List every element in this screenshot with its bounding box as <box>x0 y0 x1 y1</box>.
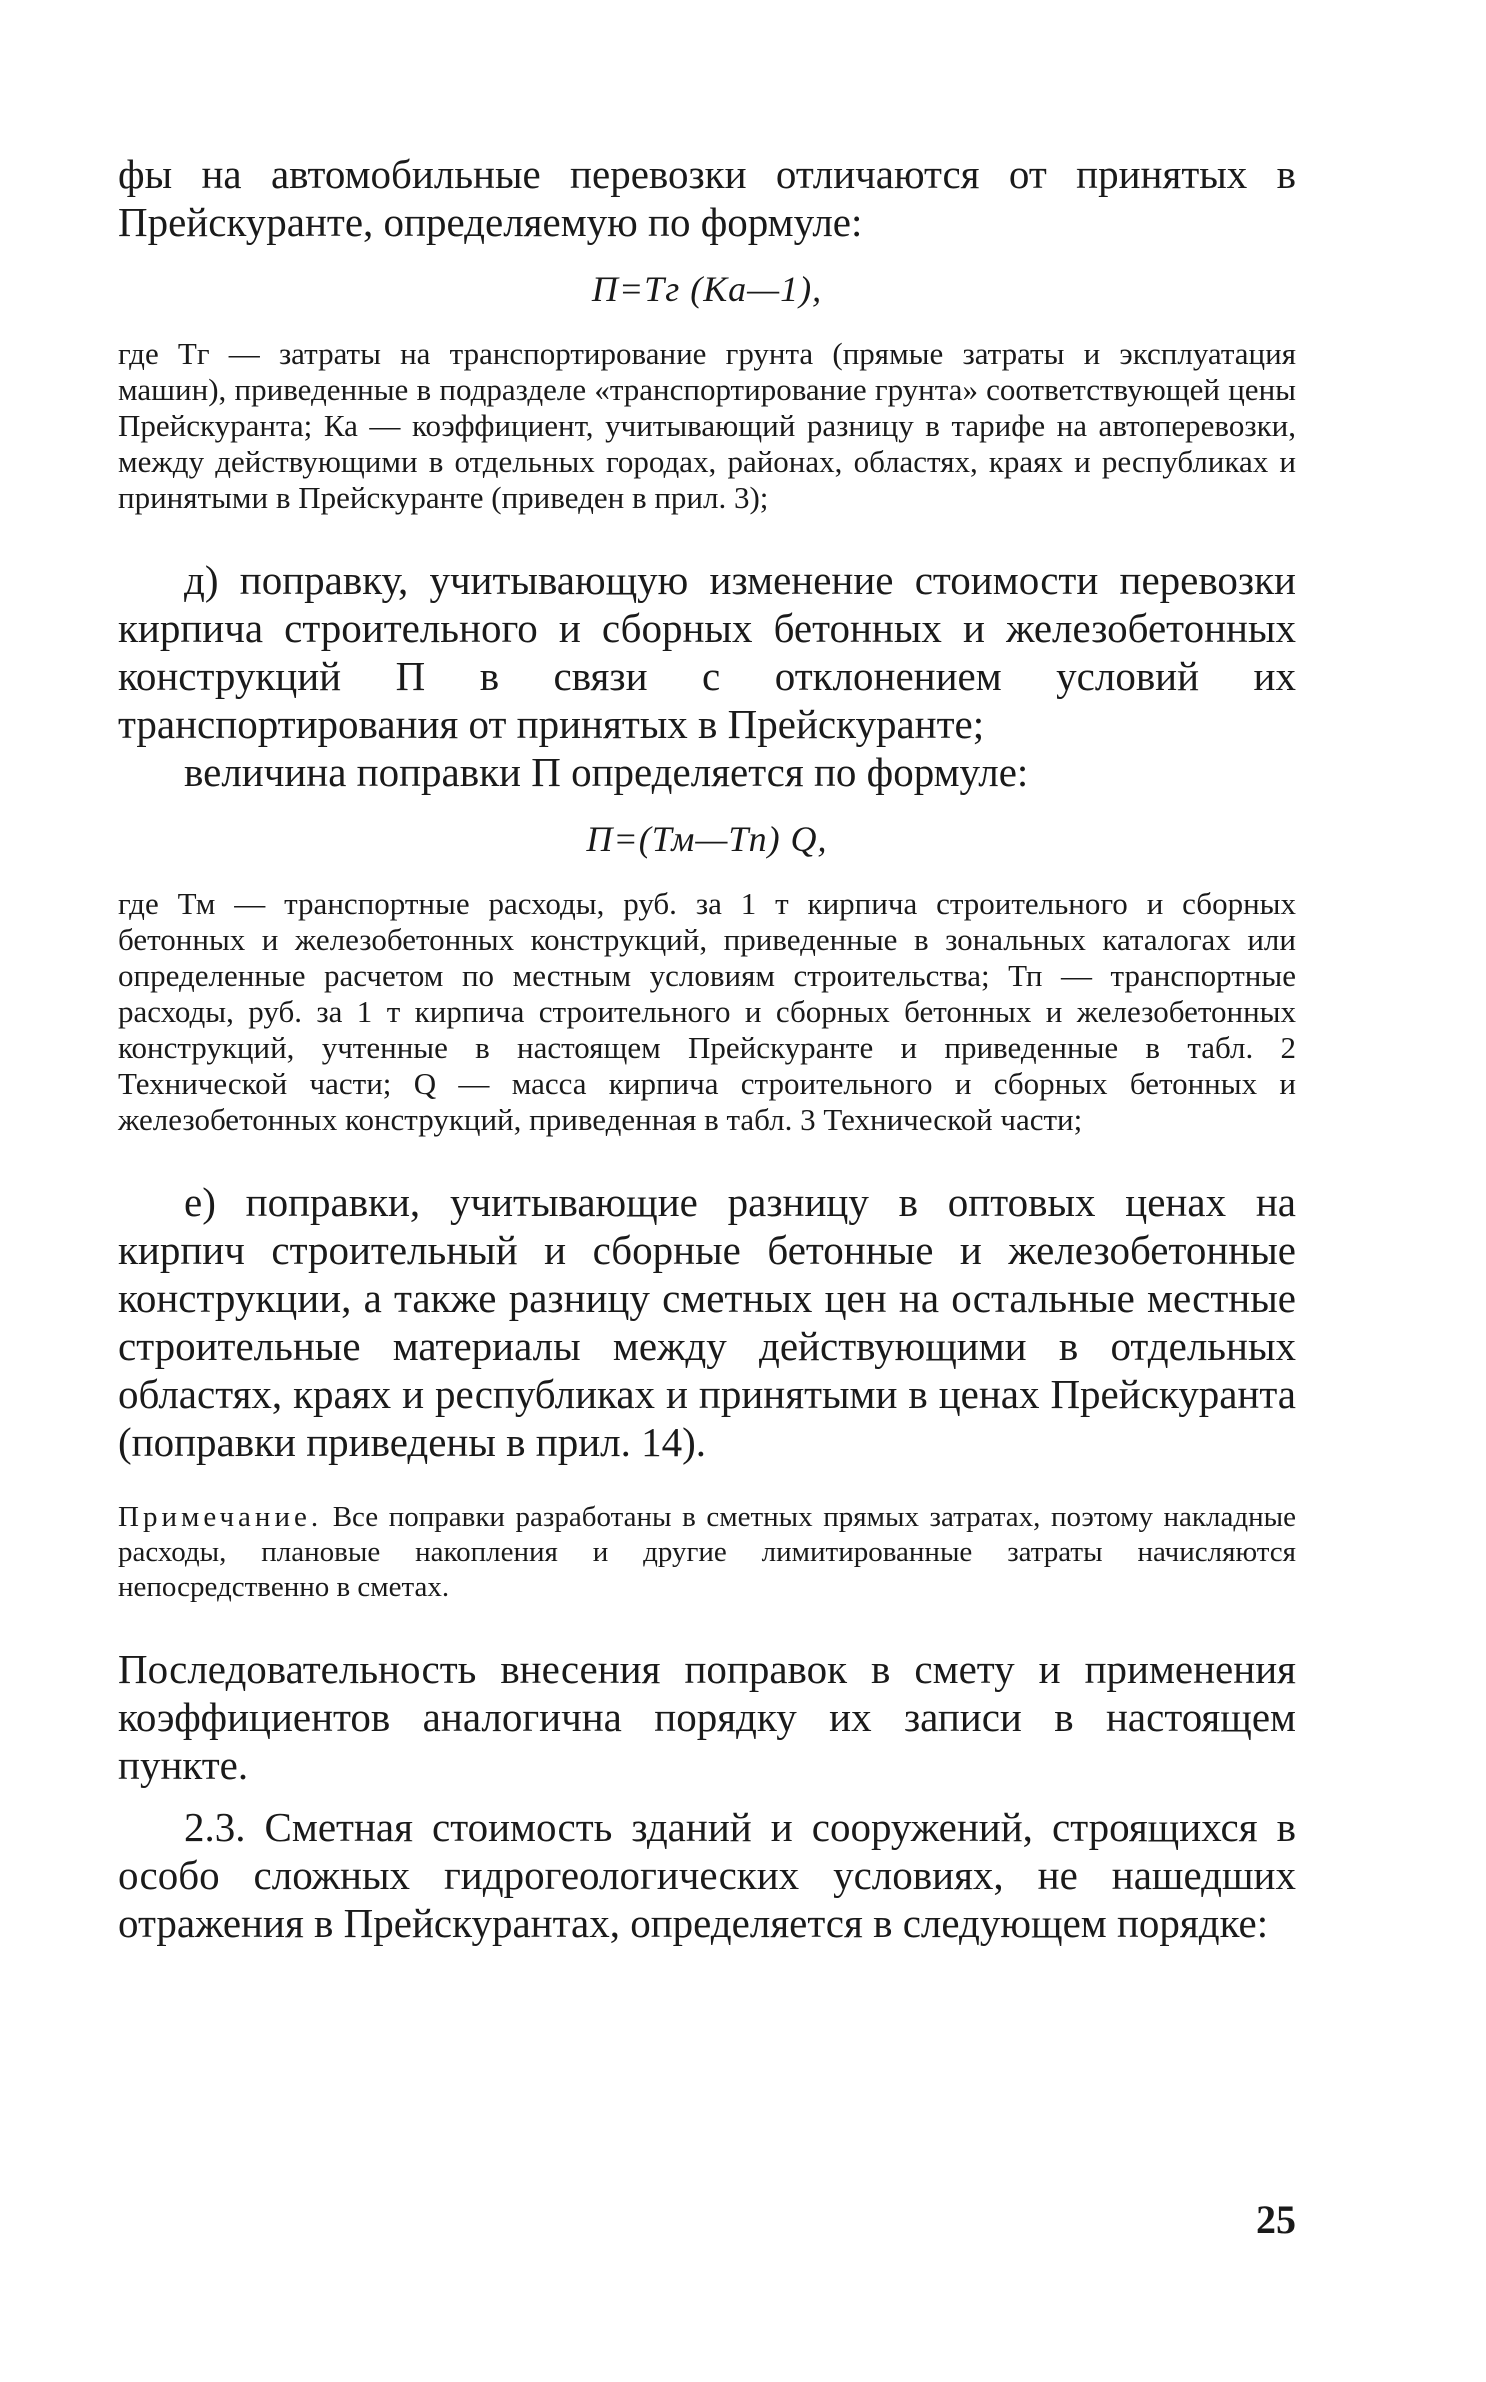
paragraph-note <box>118 1500 1296 1605</box>
paragraph-formula-intro: фы на автомобильные перевозки отличаются от принятых в Прейскуранте, определяемую по формуле: <box>118 151 1296 245</box>
note-label: Примечание. <box>118 1501 323 1533</box>
page-number: 25 <box>1256 2197 1296 2242</box>
note-text: Все поправки разработаны в сметных прямых затратах, поэтому накладные расходы, плановые накопления и другие лимитированные затраты начисляются непосредственно в сметах. <box>118 1501 1296 1603</box>
paragraph-item-e: е) поправки, учитывающие разницу в оптовых ценах на кирпич строительный и сборные бетонные и железобетонные конструкции, а также разницу сметных цен на остальные местные строительные материалы между действующими в отдельных областях, краях и республиках и принятыми в ценах Прейскуранта (поправки приведены в прил. 14). <box>118 1179 1296 1465</box>
formula-transport-brick: П=(Тм—Тп) Q, <box>586 819 828 859</box>
paragraph-brick-definitions: где Тм — транспортные расходы, руб. за 1 т кирпича строительного и сборных бетонных и железобетонных конструкций, приведенные в зональных каталогах или определенные расчетом по местным условиям строительства; Тп — транспортные расходы, руб. за 1 т кирпича строительного и сборных бетонных и железобетонных конструкций, учтенные в настоящем Прейскуранте и приведенные в табл. 2 Технической части; Q — масса кирпича строительного и сборных бетонных и железобетонных конструкций, приведенная в табл. 3 Технической части; <box>118 886 1296 1137</box>
paragraph-soil-definitions: где Тг — затраты на транспортирование грунта (прямые затраты и эксплуатация машин), приведенные в подразделе «транспортирование грунта» соответствующей цены Прейскуранта; Ка — коэффициент, учитывающий разницу в тарифе на автоперевозки, между действующими в отдельных городах, районах, областях, краях и республиках и принятыми в Прейскуранте (приведен в прил. 3); <box>118 336 1296 515</box>
paragraph-item-d: д) поправку, учитывающую изменение стоимости перевозки кирпича строительного и сборных бетонных и железобетонных конструкций П в связи с отклонением условий их транспортирования от принятых в Прейскуранте; <box>118 557 1296 747</box>
paragraph-correction-formula-intro: величина поправки П определяется по формуле: <box>184 749 1029 795</box>
paragraph-sequence: Последовательность внесения поправок в смету и применения коэффициентов аналогична порядку их записи в настоящем пункте. <box>118 1646 1296 1788</box>
formula-transport-soil: П=Тг (Ка—1), <box>591 269 823 309</box>
paragraph-section-2-3: 2.3. Сметная стоимость зданий и сооружений, строящихся в особо сложных гидрогеологических условиях, не нашедших отражения в Прейскурантах, определяется в следующем порядке: <box>118 1804 1296 1946</box>
